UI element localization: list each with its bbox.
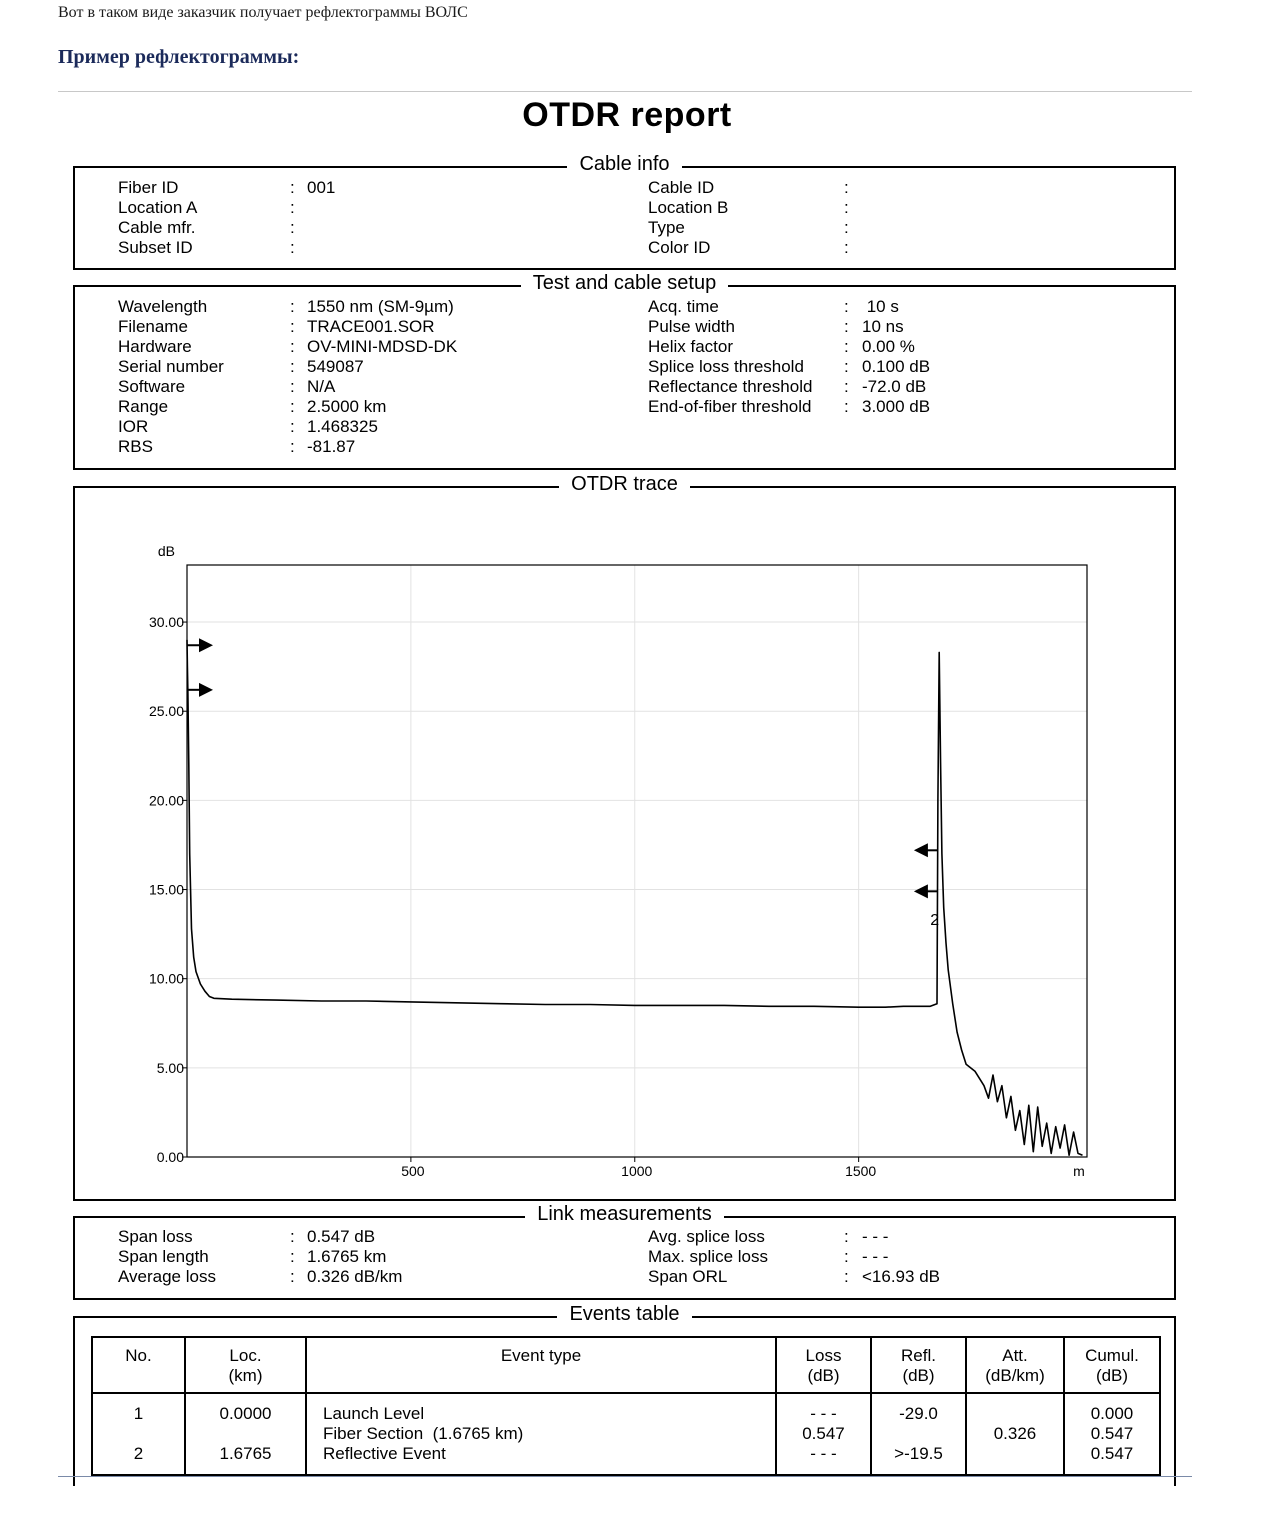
field-colon: : [290, 417, 295, 436]
cell-no: 1 2 [92, 1393, 185, 1475]
cable-info-box [73, 153, 1176, 270]
event-marker-right-icon [187, 638, 213, 652]
value-serial-number: 549087 [307, 357, 364, 376]
field-colon: : [844, 1247, 849, 1266]
label-color-id: Color ID [648, 238, 711, 257]
label-range: Range [118, 397, 169, 416]
label-location-a: Location A [118, 198, 198, 217]
label-fiber-id: Fiber ID [118, 178, 179, 197]
value-filename: TRACE001.SOR [307, 317, 435, 336]
field-colon: : [290, 238, 295, 257]
field-colon: : [290, 198, 295, 217]
header-cumul: Cumul. (dB) [1064, 1337, 1160, 1393]
setup-title: Test and cable setup [521, 272, 728, 294]
value-pulse-width: 10 ns [862, 317, 904, 336]
value-helix-factor: 0.00 % [862, 337, 915, 356]
cell-loc: 0.0000 1.6765 [185, 1393, 306, 1475]
field-colon: : [290, 377, 295, 396]
label-software: Software [118, 377, 186, 396]
value-acq-time: 10 s [862, 297, 899, 316]
field-colon: : [844, 198, 849, 217]
field-colon: : [290, 218, 295, 237]
bottom-divider [58, 1476, 1192, 1477]
setup-box [73, 272, 1176, 470]
value-average-loss: 0.326 dB/km [307, 1267, 403, 1286]
section-heading: Пример рефлектограммы: [58, 46, 300, 68]
y-tick-label: 25.00 [148, 703, 184, 720]
trace-title: OTDR trace [559, 473, 690, 495]
label-filename: Filename [118, 317, 188, 336]
field-colon: : [290, 178, 295, 197]
y-tick-label: 5.00 [156, 1059, 184, 1076]
header-att: Att. (dB/km) [966, 1337, 1064, 1393]
trace-box [73, 473, 1176, 1201]
label-end-of-fiber-threshold: End-of-fiber threshold [648, 397, 812, 416]
value-hardware: OV-MINI-MDSD-DK [307, 337, 458, 356]
y-tick-label: 30.00 [148, 614, 184, 631]
field-colon: : [844, 1267, 849, 1286]
report-title: OTDR report [522, 96, 732, 134]
value-end-of-fiber-threshold: 3.000 dB [862, 397, 931, 416]
value-span-length: 1.6765 km [307, 1247, 387, 1266]
field-colon: : [290, 317, 295, 336]
label-type: Type [648, 218, 685, 237]
field-colon: : [290, 297, 295, 316]
value-span-loss: 0.547 dB [307, 1227, 376, 1246]
field-colon: : [290, 1247, 295, 1266]
x-tick-label: 1500 [845, 1163, 877, 1179]
events-header-row [92, 1337, 1160, 1393]
x-tick-label: 500 [401, 1163, 425, 1179]
label-cable-mfr: Cable mfr. [118, 218, 196, 237]
events-title: Events table [557, 1303, 691, 1325]
value-rbs: -81.87 [307, 437, 356, 456]
otdr-chart [75, 488, 1174, 1199]
field-colon: : [844, 238, 849, 257]
intro-text: Вот в таком виде заказчик получает рефлектограммы ВОЛС [58, 4, 468, 21]
event-marker-left-icon [914, 843, 938, 857]
label-ior: IOR [118, 417, 149, 436]
value-reflectance-threshold: -72.0 dB [862, 377, 927, 396]
event-marker-right-icon [187, 683, 213, 697]
field-colon: : [844, 178, 849, 197]
label-average-loss: Average loss [118, 1267, 216, 1286]
y-tick-label: 10.00 [148, 970, 184, 987]
event-number-label: 2 [930, 912, 940, 930]
label-span-length: Span length [118, 1247, 209, 1266]
cell-refl: -29.0 >-19.5 [871, 1393, 966, 1475]
label-subset-id: Subset ID [118, 238, 193, 257]
label-acq-time: Acq. time [648, 297, 719, 316]
label-avg-splice-loss: Avg. splice loss [648, 1227, 765, 1246]
value-max-splice-loss: - - - [862, 1247, 889, 1266]
y-axis-label: dB [157, 543, 175, 559]
field-colon: : [844, 1227, 849, 1246]
label-max-splice-loss: Max. splice loss [648, 1247, 768, 1266]
label-serial-number: Serial number [118, 357, 224, 376]
cell-event-type: Launch Level Fiber Section (1.6765 km) Reflective Event [306, 1393, 776, 1475]
field-colon: : [844, 337, 849, 356]
events-body-row [92, 1393, 1160, 1475]
x-tick-label: 1000 [621, 1163, 653, 1179]
label-cable-id: Cable ID [648, 178, 715, 197]
value-fiber-id: 001 [307, 178, 336, 197]
field-colon: : [290, 337, 295, 356]
cell-att: 0.326 [966, 1393, 1064, 1475]
label-location-b: Location B [648, 198, 729, 217]
value-ior: 1.468325 [307, 417, 378, 436]
value-range: 2.5000 km [307, 397, 387, 416]
header-refl: Refl. (dB) [871, 1337, 966, 1393]
cable-info-title: Cable info [567, 153, 681, 175]
top-divider [58, 91, 1192, 92]
label-wavelength: Wavelength [118, 297, 208, 316]
header-loss: Loss (dB) [776, 1337, 871, 1393]
cell-cumul: 0.000 0.547 0.547 [1064, 1393, 1160, 1475]
field-colon: : [844, 297, 849, 316]
label-rbs: RBS [118, 437, 153, 456]
field-colon: : [844, 218, 849, 237]
field-colon: : [844, 357, 849, 376]
label-reflectance-threshold: Reflectance threshold [648, 377, 813, 396]
value-software: N/A [307, 377, 336, 396]
y-tick-label: 15.00 [148, 881, 184, 898]
value-avg-splice-loss: - - - [862, 1227, 889, 1246]
header-loc: Loc. (km) [185, 1337, 306, 1393]
events-table [91, 1336, 1161, 1476]
field-colon: : [844, 377, 849, 396]
field-colon: : [844, 397, 849, 416]
label-pulse-width: Pulse width [648, 317, 735, 336]
label-span-orl: Span ORL [648, 1267, 728, 1286]
label-helix-factor: Helix factor [648, 337, 734, 356]
link-title: Link measurements [525, 1203, 724, 1225]
field-colon: : [290, 397, 295, 416]
event-marker-left-icon [914, 884, 938, 898]
field-colon: : [290, 1227, 295, 1246]
field-colon: : [290, 357, 295, 376]
value-span-orl: <16.93 dB [862, 1267, 940, 1286]
events-box [73, 1303, 1176, 1486]
header-event-type: Event type [306, 1337, 776, 1393]
y-tick-label: 20.00 [148, 792, 184, 809]
value-wavelength: 1550 nm (SM-9µm) [307, 297, 454, 316]
label-hardware: Hardware [118, 337, 192, 356]
value-splice-loss-threshold: 0.100 dB [862, 357, 931, 376]
header-no: No. [92, 1337, 185, 1393]
label-splice-loss-threshold: Splice loss threshold [648, 357, 804, 376]
cell-loss: - - - 0.547 - - - [776, 1393, 871, 1475]
field-colon: : [844, 317, 849, 336]
y-tick-label: 0.00 [156, 1149, 184, 1165]
link-box [73, 1203, 1176, 1300]
x-unit-label: m [1073, 1163, 1085, 1179]
field-colon: : [290, 437, 295, 456]
label-span-loss: Span loss [118, 1227, 193, 1246]
field-colon: : [290, 1267, 295, 1286]
